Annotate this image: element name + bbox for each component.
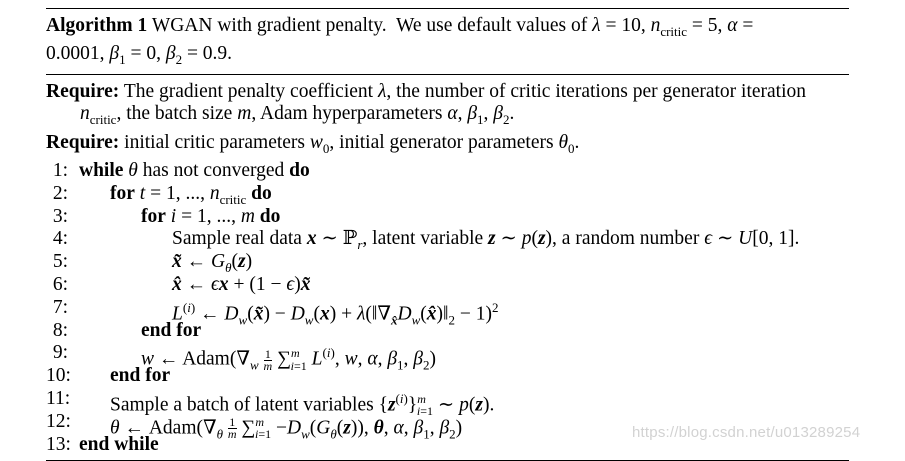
require-text: initial critic parameters $w_0$, initial generator parameters $\theta_0$. [124, 131, 580, 156]
line-content: end for [110, 365, 171, 387]
algo-line-7 [46, 296, 849, 328]
algo-line-4 [46, 228, 849, 251]
algo-line-10 [46, 365, 849, 388]
line-content: x̂ ← ϵx + (1 − ϵ)x̃ [172, 274, 311, 296]
line-content: w ← $Adam(\nabla_w$ $\frac{1}{m}$ ∑$^m_{i=1}$ $L^{(i)}$, w, α, $\beta_1$, $\beta_2$) [141, 345, 437, 373]
line-number: 8: [52, 319, 68, 341]
line-number: 9: [52, 342, 68, 364]
line-content: θ ← $Adam(\nabla_\theta$ $\frac{1}{m}$ $\sum^m_{i=1} -D_w(G_\theta(z))$, θ, α, $\beta_1$, $\beta_2$) [110, 414, 463, 442]
watermark-text: https://blog.csdn.net/u013289254 [632, 424, 861, 441]
line-number: 10: [46, 365, 71, 387]
algo-line-11 [46, 388, 849, 419]
require-initial-params [46, 132, 849, 160]
require-text: The gradient penalty coefficient λ, the number of critic iterations per generator iteration [123, 80, 807, 102]
require-hyperparameters [46, 81, 849, 132]
line-number: 7: [52, 296, 68, 318]
algo-line-3 [46, 206, 849, 229]
algo-line-8 [46, 320, 849, 343]
line-number: 1: [52, 160, 68, 182]
require-keyword: Require: [46, 131, 120, 153]
algorithm-block [46, 8, 849, 461]
require-keyword: Require: [46, 80, 120, 102]
line-content: for t = 1, ..., $n_{critic}$ do [110, 182, 272, 207]
line-content: Sample a batch of latent variables $\{z^{(i)}\}^m_{i=1}$ ∼ p(z). [110, 391, 495, 419]
require-continuation: $n_{critic}$, the batch size m, Adam hyperparameters α, $\beta_1$, $\beta_2$. [80, 103, 515, 128]
line-number: 4: [52, 228, 68, 250]
line-number: 11: [46, 388, 71, 410]
algo-line-1 [46, 160, 849, 183]
line-content: $L^{(i)}$ ← $D_w(x̃) - D_w(x)$ + $\lambda(‖\nabla_{x̂}D_w(x̂)‖_2 - 1)^2$ [172, 299, 499, 328]
caption-label: Algorithm 1 [46, 15, 148, 36]
algo-line-6 [46, 274, 849, 297]
line-number: 13: [46, 433, 71, 455]
line-content: end for [141, 319, 202, 341]
algorithm-caption [46, 9, 849, 74]
line-number: 6: [52, 274, 68, 296]
line-content: Sample real data x ∼ ℙ$_r$, latent variable z ∼ p(z), a random number ϵ ∼ U[0, 1]. [172, 228, 800, 253]
line-content: end while [79, 433, 159, 455]
algo-line-9 [46, 342, 849, 373]
algorithm-body [46, 75, 849, 457]
line-number: 3: [52, 205, 68, 227]
line-number: 5: [52, 251, 68, 273]
line-content: for i = 1, ..., m do [141, 205, 281, 227]
line-content: while θ has not converged do [79, 160, 310, 182]
line-number: 2: [52, 182, 68, 204]
line-content: x̃ ← $G_\theta(z)$ [172, 251, 253, 276]
line-number: 12: [46, 410, 71, 432]
algo-line-5 [46, 251, 849, 274]
caption-text: WGAN with gradient penalty. We use default values of λ = 10, $n_{critic} = 5$, α = 0.0001, $\beta_1 = 0$, $\beta_2 = 0.9$. [46, 15, 754, 67]
algo-line-2 [46, 183, 849, 206]
